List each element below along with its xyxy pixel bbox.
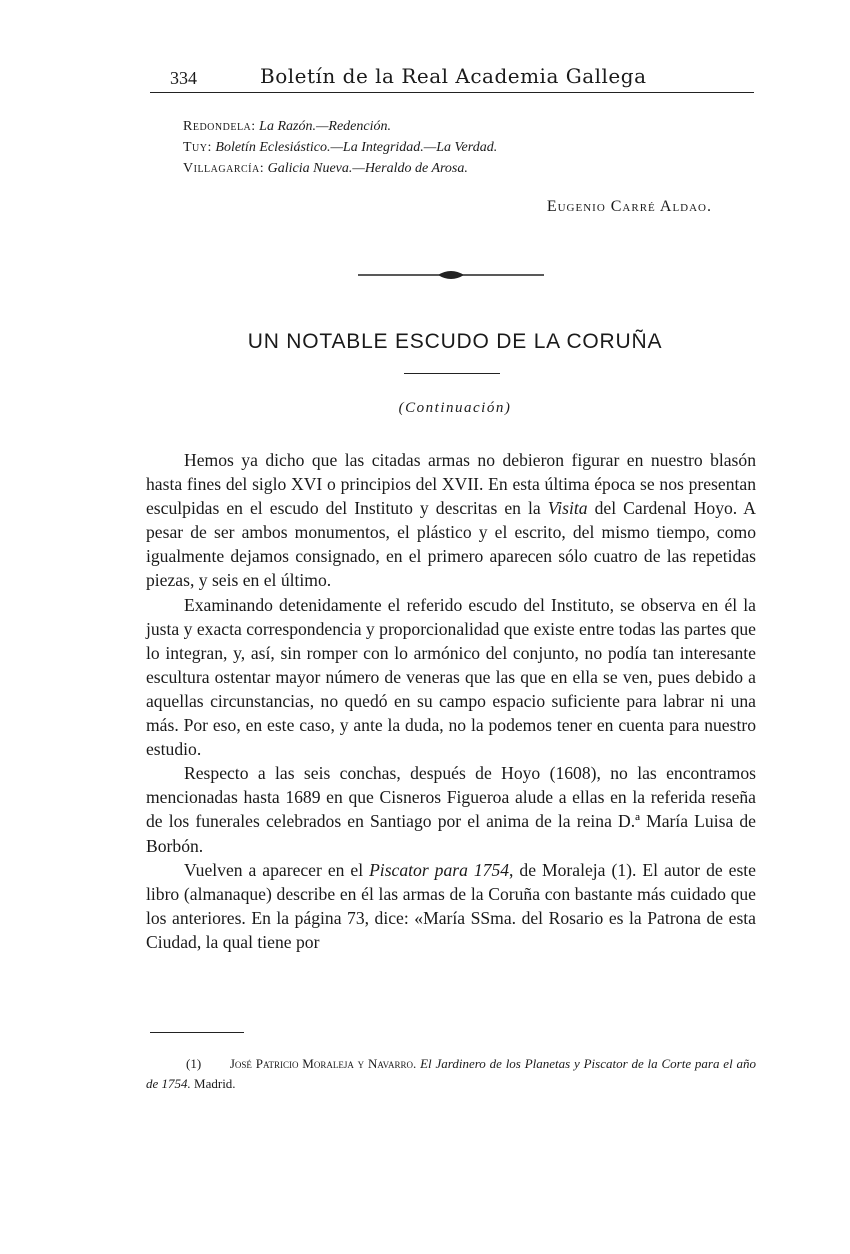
paragraph-text: del Cardenal Hoyo. A pesar de ser ambos monumentos, el plástico y el escrito, del mismo tiempo, como igualmente dejamos consignado, en el primero aparecen sólo cuatro de las repetidas piezas, y seis en el último. [146,498,756,591]
section-divider-ornament [358,268,544,282]
paragraph [146,448,756,593]
title-underline [404,373,500,374]
newspaper-list-item [183,158,743,179]
running-title: Boletín de la Real Academia Gallega [260,64,647,88]
italic-work-title: Visita [547,498,588,519]
footnote-author: José Patricio Moraleja y Navarro. [229,1056,417,1071]
town-name: Tuy: [183,140,212,155]
continuation-label: (Continuación) [398,400,512,416]
article-body [146,448,756,954]
article-title: UN NOTABLE ESCUDO DE LA CORUÑA [247,330,663,353]
footnote-rule [150,1032,244,1033]
paragraph: Respecto a las seis conchas, después de Hoyo (1608), no las encontramos mencionadas hasta 1689 en que Cisneros Figueroa alude a ellas en la referida reseña de los funerales celebrados en Santiago por el anima de la reina D.ª María Luisa de Borbón. [146,763,756,856]
footnote [146,1054,756,1094]
town-name: Villagarcía: [183,161,265,176]
newspaper-titles: Boletín Eclesiástico.—La Integridad.—La Verdad. [215,140,498,155]
page-header [150,62,754,93]
paragraph [146,858,756,954]
paragraph: Examinando detenidamente el referido escudo del Instituto, se observa en él la justa y exacta correspondencia y proporcionalidad que existe entre todas las partes que lo integran, y, así, sin romper con lo armónico del conjunto, no podía tan interesante escultura ostentar mayor número de veneras que las que en ella se ven, pues debido a aquellas circunstancias, no quedó en su campo espacio suficiente para labrar ni una más. Por eso, en este caso, y ante la duda, no la podemos tener en cuenta para nuestro estudio. [146,594,756,760]
newspaper-list [183,116,743,179]
newspaper-list-item [183,137,743,158]
town-name: Redondela: [183,119,256,134]
newspaper-titles: Galicia Nueva.—Heraldo de Arosa. [267,161,468,176]
italic-work-title: Piscator para 1754 [369,859,510,880]
footnote-place: Madrid. [194,1076,236,1091]
page-number: 334 [170,68,197,88]
newspaper-titles: La Razón.—Redención. [259,119,391,134]
paragraph-text: Vuelven a aparecer en el [184,859,370,880]
footnote-work-title: El Jardinero de los Planetas y Piscator de la Corte para el año de 1754. [146,1056,757,1091]
paragraph-text: Hemos ya dicho que las citadas armas no debieron figurar en nuestro blasón hasta fines del siglo XVI o principios del XVII. En esta última época se nos presentan esculpidas en el escudo del Instituto y descritas en la [146,450,756,519]
newspaper-list-item [183,116,743,137]
author-signature: Eugenio Carré Aldao. [546,198,712,215]
footnote-marker: (1) [186,1056,202,1071]
paragraph-text: , de Moraleja (1). El autor de este libro (almanaque) describe en él las armas de la Coruña con bastante más cuidado que los anteriores. En la página 73, dice: «María SSma. del Rosario es la Patrona de esta Ciudad, la qual tiene por [146,859,756,952]
